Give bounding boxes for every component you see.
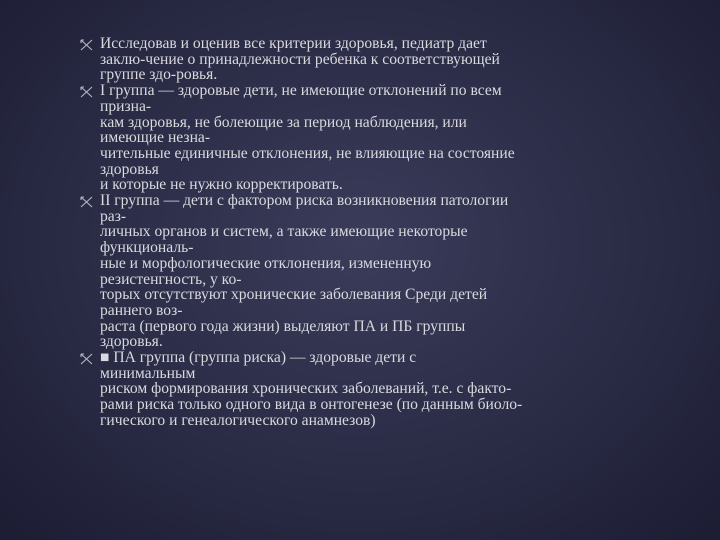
bullet-text: I группа — здоровые дети, не имеющие отклонений по всем призна- кам здоровья, не болеющие за период наблюдения, или имеющие незна- чительные единичные отклонения, не влияющие на состояние здоровья и которые не нужно корректировать.	[100, 82, 515, 194]
bullet-text: Исследовав и оценив все критерии здоровья, педиатр дает заклю-чение о принадлежности ребенка к соответствующей группе здо-ровья.	[100, 35, 500, 84]
bullet-item	[80, 36, 640, 83]
bullet-x-marker-icon	[80, 196, 93, 208]
bullet-item	[80, 83, 640, 193]
bullet-item	[80, 193, 640, 350]
bullet-x-marker-icon	[80, 39, 93, 51]
bullet-text: II группа — дети с фактором риска возникновения патологии раз- личных органов и систем, а также имеющие некоторые функциональ- ные и морфологические отклонения, измененную резистенгность, у ко- торых отсутствуют хронические заболевания Среди детей раннего воз- раста (первого года жизни) выделяют ПА и ПБ группы здоровья.	[100, 192, 509, 351]
bullet-list	[80, 36, 640, 429]
bullet-x-marker-icon	[80, 353, 93, 365]
bullet-item	[80, 350, 640, 429]
bullet-x-marker-icon	[80, 86, 93, 98]
bullet-text: ■ ПА группа (группа риска) — здоровые дети с минимальным риском формирования хронических заболеваний, т.е. с факто- рами риска только одного вида в онтогенезе (по данным биоло- гического и генеалогического анамнезов)	[100, 349, 523, 429]
